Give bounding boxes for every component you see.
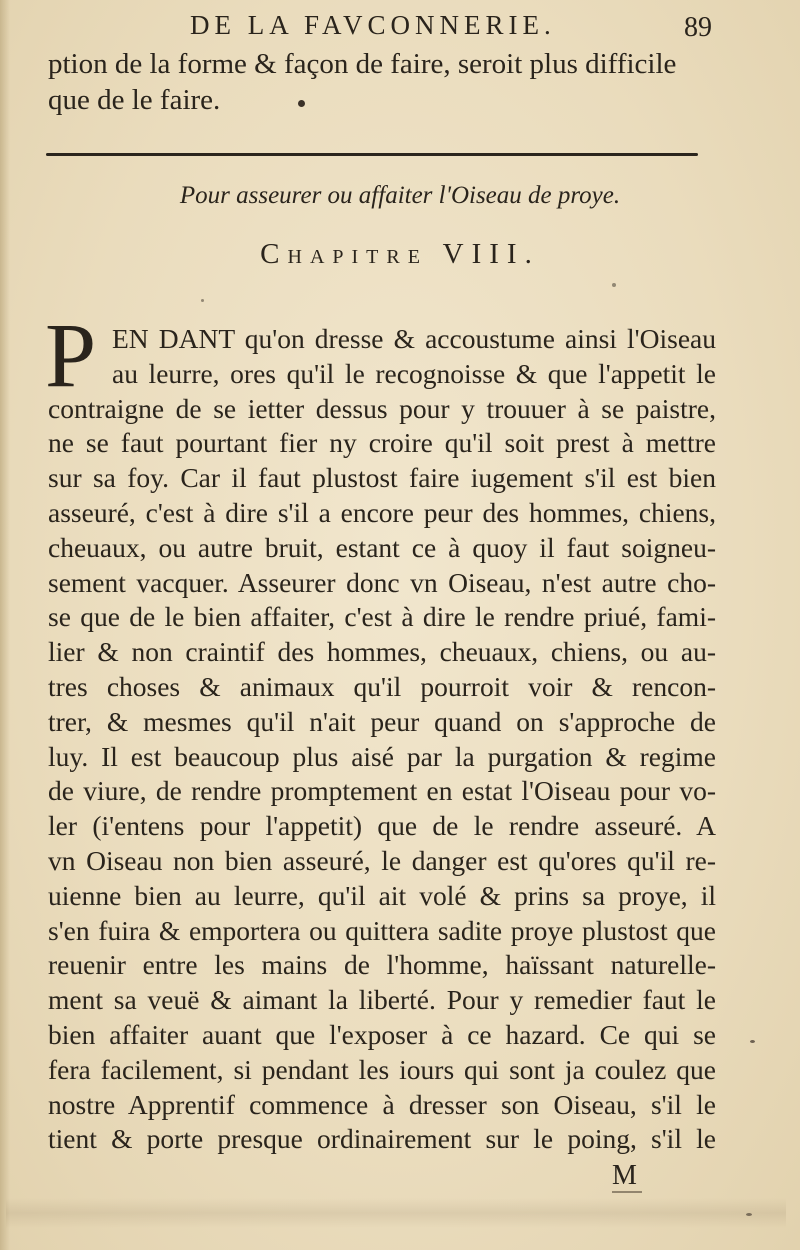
section-rule	[46, 153, 698, 156]
text-line: cheuaux, ou autre bruit, estant ce à quoy il faut soigneu-	[48, 531, 716, 563]
text-line: nostre Apprentif commence à dresser son Oiseau, s'il le	[48, 1088, 716, 1120]
text-line: ne se faut pourtant fier ny croire qu'il soit prest à mettre	[48, 427, 716, 459]
text-line: se que de le bien affaiter, c'est à dire le rendre priué, fami-	[48, 601, 716, 633]
text-line: de viure, de rendre promptement en estat l'Oiseau pour vo-	[48, 775, 716, 807]
drop-cap: P	[45, 304, 97, 406]
text-line: sement vacquer. Asseurer donc vn Oiseau, n'est autre cho-	[48, 566, 716, 598]
chapter-heading: Chapitre VIII.	[260, 238, 540, 270]
text-line: reuenir entre les mains de l'homme, haïssant naturelle-	[48, 949, 716, 981]
carryover-text	[48, 46, 718, 118]
text-line: ment sa veuë & aimant la liberté. Pour y remedier faut le	[48, 984, 716, 1016]
text-line: ption de la forme & façon de faire, seroit plus difficile	[48, 48, 677, 80]
bottom-bleed-through	[6, 1198, 786, 1228]
text-line: luy. Il est beaucoup plus aisé par la purgation & regime	[48, 740, 716, 772]
running-head-title: DE LA FAVCONNERIE.	[190, 10, 556, 40]
text-line: sur sa foy. Car il faut plustost faire iugement s'il est bien	[48, 462, 716, 494]
ink-speck	[201, 299, 204, 302]
text-line: que de le faire.	[48, 84, 221, 116]
page-number: 89	[684, 12, 712, 43]
text-line: asseuré, c'est à dire s'il a encore peur des hommes, chiens,	[48, 496, 716, 528]
text-line: tient & porte presque ordinairement sur le poing, s'il le	[48, 1123, 716, 1155]
ink-speck	[612, 283, 616, 287]
text-line: trer, & mesmes qu'il n'ait peur quand on s'approche de	[48, 705, 716, 737]
text-line: vn Oiseau non bien asseuré, le danger est qu'ores qu'il re-	[48, 844, 716, 876]
ink-speck	[298, 100, 305, 107]
subject-heading: Pour asseurer ou affaiter l'Oiseau de proye.	[179, 182, 621, 209]
text-line: au leurre, ores qu'il le recognoisse & que l'appetit le	[112, 357, 716, 389]
ink-speck	[746, 1213, 752, 1216]
text-line: s'en fuira & emportera ou quittera sadite proye plustost que	[48, 914, 716, 946]
text-line: bien affaiter auant que l'exposer à ce hazard. Ce qui se	[48, 1018, 716, 1050]
text-line: lier & non craintif des hommes, cheuaux, chiens, ou au-	[48, 636, 716, 668]
text-line: tres choses & animaux qu'il pourroit voir & rencon-	[48, 670, 716, 702]
text-line: ler (i'entens pour l'appetit) que de le rendre asseuré. A	[48, 810, 716, 842]
ink-speck	[750, 1040, 755, 1043]
text-line: uienne bien au leurre, qu'il ait volé & prins sa proye, il	[48, 879, 716, 911]
text-line: EN DANT qu'on dresse & accoustume ainsi l'Oiseau	[112, 323, 716, 354]
body-text	[48, 322, 716, 1157]
signature-underline	[612, 1191, 642, 1193]
signature-mark: M	[612, 1160, 637, 1191]
running-head	[0, 8, 800, 44]
text-line: contraigne de se ietter dessus pour y trouuer à se paistre,	[48, 392, 716, 424]
text-line: fera facilement, si pendant les iours qui sont ja coulez que	[48, 1053, 716, 1085]
